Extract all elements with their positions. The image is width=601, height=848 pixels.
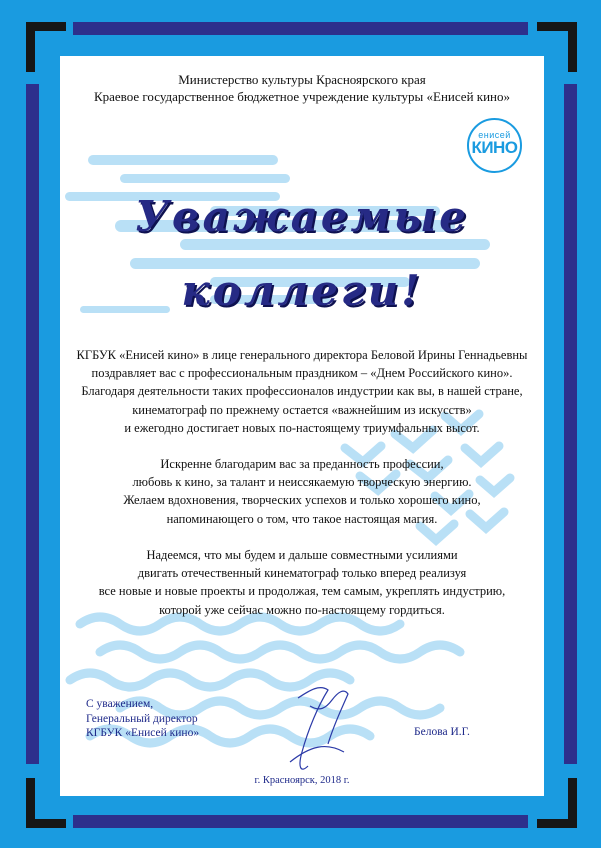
corner-top-right-v bbox=[568, 22, 577, 72]
frame-band-right bbox=[564, 84, 577, 764]
text-line: напоминающего о том, что такое настоящая магия. bbox=[166, 511, 438, 526]
text-line: Желаем вдохновения, творческих успехов и только хорошего кино, bbox=[123, 493, 481, 508]
corner-bottom-right-v bbox=[568, 778, 577, 828]
corner-top-left-v bbox=[26, 22, 35, 72]
letter-page bbox=[60, 56, 544, 796]
frame-band-top bbox=[73, 22, 528, 35]
letter-paragraph-2 bbox=[60, 455, 544, 528]
frame-band-bottom bbox=[73, 815, 528, 828]
signer-org: КГБУК «Енисей кино» bbox=[86, 727, 200, 739]
logo-text-top: енисей bbox=[478, 130, 511, 140]
signer-position: Генеральный директор bbox=[86, 712, 198, 725]
text-line: и ежегодно достигает новых по-настоящему триумфальных высот. bbox=[124, 420, 480, 435]
logo-text-main: КИНО bbox=[471, 138, 518, 157]
text-line: любовь к кино, за талант и неиссякаемую творческую энергию. bbox=[132, 475, 472, 490]
text-line: двигать отечественный кинематограф только вперед реализуя bbox=[137, 566, 467, 581]
text-line: кинематограф по прежнему остается «важнейшим из искусств» bbox=[132, 402, 472, 417]
text-line: Искренне благодарим вас за преданность профессии, bbox=[160, 457, 444, 471]
text-line: все новые и новые проекты и продолжая, тем самым, укреплять индустрию, bbox=[98, 584, 506, 599]
text-line: которой уже сейчас можно по-настоящему гордиться. bbox=[159, 602, 445, 617]
text-line: Благодаря деятельности таких профессионалов индустрии как вы, в нашей стране, bbox=[81, 384, 523, 399]
letter-paragraph-3 bbox=[60, 546, 544, 619]
greeting-title-line1: Уважаемые bbox=[134, 192, 470, 241]
signer-name: Белова И.Г. bbox=[414, 726, 470, 738]
greeting-title-line2: коллеги! bbox=[181, 266, 423, 315]
signature-block bbox=[86, 697, 199, 741]
text-line: поздравляет вас с профессиональным праздником – «Днем Российского кино». bbox=[91, 366, 513, 381]
institution-line: Краевое государственное бюджетное учреждение культуры «Енисей кино» bbox=[93, 89, 511, 104]
frame-band-left bbox=[26, 84, 39, 764]
enisey-kino-logo bbox=[467, 118, 522, 173]
ministry-line: Министерство культуры Красноярского края bbox=[178, 72, 426, 87]
text-line: КГБУК «Енисей кино» в лице генерального директора Беловой Ирины Геннадьевны bbox=[76, 348, 528, 362]
text-line: Надеемся, что мы будем и дальше совместными усилиями bbox=[146, 548, 458, 562]
closing-text: С уважением, bbox=[86, 698, 154, 710]
letter-paragraph-1 bbox=[60, 346, 544, 437]
corner-bottom-left-v bbox=[26, 778, 35, 828]
place-date: г. Красноярск, 2018 г. bbox=[254, 775, 350, 786]
